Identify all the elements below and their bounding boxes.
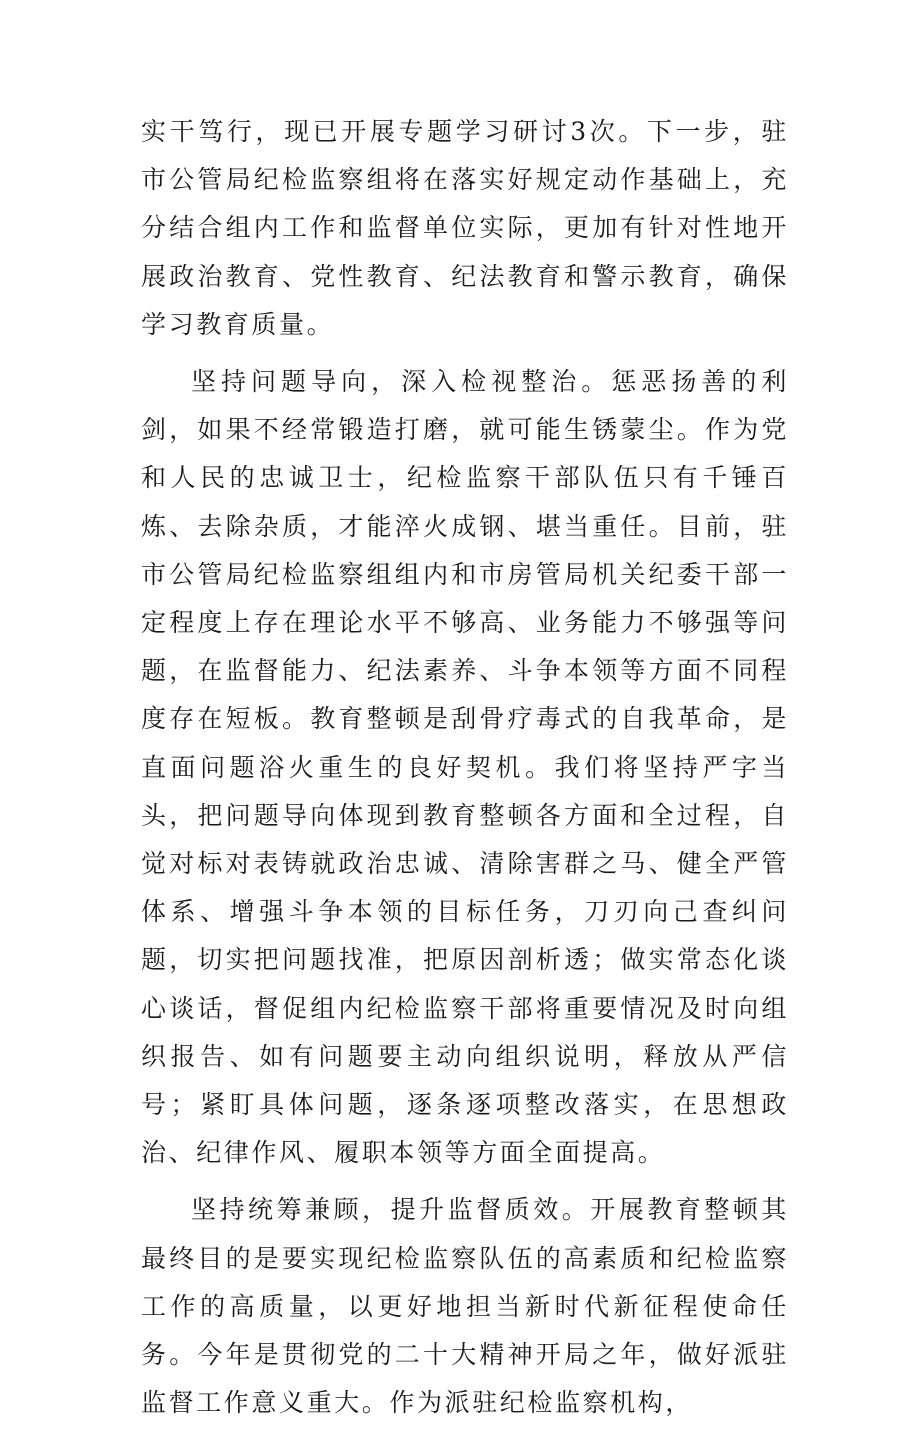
paragraph-continuation: 实干笃行，现已开展专题学习研讨3次。下一步，驻市公管局纪检监察组将在落实好规定动作基础上，充分结合组内工作和监督单位实际，更加有针对性地开展政治教育、党性教育、纪法教育和警示教育，确保学习教育质量。 (141, 117, 789, 339)
document-body (141, 108, 789, 1436)
paragraph-problem-orientation: 坚持问题导向，深入检视整治。惩恶扬善的利剑，如果不经常锻造打磨，就可能生锈蒙尘。作为党和人民的忠诚卫士，纪检监察干部队伍只有千锤百炼、去除杂质，才能淬火成钢、堪当重任。目前，驻市公管局纪检监察组组内和市房管局机关纪委干部一定程度上存在理论水平不够高、业务能力不够强等问题，在监督能力、纪法素养、斗争本领等方面不同程度存在短板。教育整顿是刮骨疗毒式的自我革命，是直面问题浴火重生的良好契机。我们将坚持严字当头，把问题导向体现到教育整顿各方面和全过程，自觉对标对表铸就政治忠诚、清除害群之马、健全严管体系、增强斗争本领的目标任务，刀刃向己查纠问题，切实把问题找准，把原因剖析透；做实常态化谈心谈话，督促组内纪检监察干部将重要情况及时向组织报告、如有问题要主动向组织说明，释放从严信号；紧盯具体问题，逐条逐项整改落实，在思想政治、纪律作风、履职本领等方面全面提高。 (141, 367, 789, 1168)
paragraph-overall-planning: 坚持统筹兼顾，提升监督质效。开展教育整顿其最终目的是要实现纪检监察队伍的高素质和纪检监察工作的高质量，以更好地担当新时代新征程使命任务。今年是贯彻党的二十大精神开局之年，做好派驻监督工作意义重大。作为派驻纪检监察机构， (141, 1195, 789, 1418)
